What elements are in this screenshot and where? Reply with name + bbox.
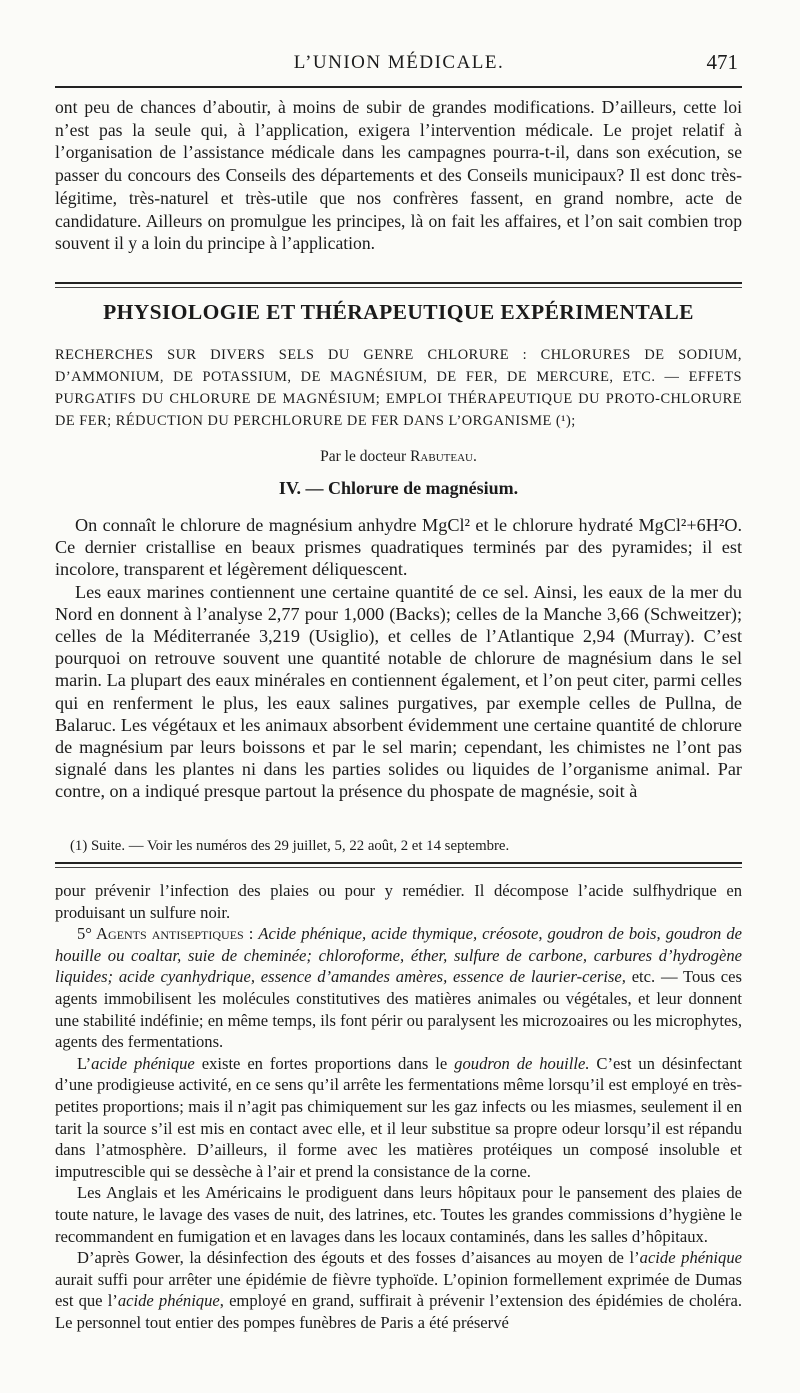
continued-paragraph xyxy=(55,96,742,255)
article-subtitle xyxy=(55,344,742,432)
text-run: L’ xyxy=(77,1053,92,1073)
part-title: IV. — Chlorure de magnésium. xyxy=(278,478,519,498)
text-run: aurait suffi pour arrêter une épidémie de fièvre typhoïde. L’opinion formellement exprimée de Dumas est que l’ xyxy=(55,1269,742,1311)
page-header xyxy=(56,48,742,82)
lower-paragraph-3 xyxy=(55,1053,742,1183)
page-number: 471 xyxy=(706,50,738,74)
byline xyxy=(55,448,742,466)
footnote: (1) Suite. — Voir les numéros des 29 juillet, 5, 22 août, 2 et 14 septembre. xyxy=(70,838,510,854)
lower-paragraph-5 xyxy=(55,1247,742,1333)
text-run: existe en fortes proportions dans le xyxy=(194,1053,455,1073)
subtitle-text: RECHERCHES SUR DIVERS SELS DU GENRE CHLORURE : CHLORURES DE SODIUM, D’AMMONIUM, DE POTASSIUM, DE MAGNÉSIUM, DE FER, DE MERCURE, ETC. — EFFETS PURGATIFS DU CHLORURE DE MAGNÉSIUM; EMPLOI THÉRAPEUTIQUE DU PROTO-CHLORURE DE FER; RÉDUCTION DU PERCHLORURE DE FER DANS L’ORGANISME (¹); xyxy=(55,347,742,429)
column-break-rule-top xyxy=(55,862,742,864)
byline-prefix: Par le docteur xyxy=(320,448,407,465)
italic-run: acide phénique xyxy=(91,1053,195,1073)
italic-run: goudron de houille. xyxy=(454,1053,590,1073)
section-title: PHYSIOLOGIE ET THÉRAPEUTIQUE EXPÉRIMENTALE xyxy=(103,300,694,324)
article-body xyxy=(55,514,742,803)
header-rule xyxy=(55,86,742,88)
lower-paragraph-2 xyxy=(55,923,742,1053)
lower-paragraph-1: pour prévenir l’infection des plaies ou pour y remédier. Il décompose l’acide sulfhydrique en produisant un sulfure noir. xyxy=(55,881,742,922)
paragraph-text: ont peu de chances d’aboutir, à moins de subir de grandes modifications. D’ailleurs, cette loi n’est pas la seule qui, à l’application, exigera l’intervention médicale. Le projet relatif à l’organisation de l’assistance médicale dans les campagnes pourra-t-il, dans son exécution, se passer du concours des Conseils des départements et des Conseils municipaux? Il est donc très-légitime, très-naturel et très-utile que nos confrères fassent, en grand nombre, acte de candidature. Ailleurs on promulgue les principes, là on fait les affaires, et l’on sait combien trop souvent il y a loin du principe à l’application. xyxy=(55,97,742,254)
column-break-rule-bottom xyxy=(55,867,742,868)
section-rule-bottom xyxy=(55,287,742,288)
text-run: , employé en grand, suffirait à prévenir l’extension des épidémies de choléra. Le personnel tout entier des pompes funèbres de Paris a été préservé xyxy=(55,1291,742,1332)
author-name: Rabuteau. xyxy=(410,448,477,465)
agents-heading: 5° Agents antiseptiques : xyxy=(77,924,254,944)
article-paragraph-2: Les eaux marines contiennent une certaine quantité de ce sel. Ainsi, les eaux de la mer du Nord en donnent à l’analyse 2,77 pour 1,000 (Backs); celles de la Manche 3,66 (Schweitzer); celles de la Méditerranée 3,219 (Usiglio), et celles de l’Atlantique 2,94 (Murray). C’est pourquoi on retrouve souvent une quantité notable de chlorure de magnésium dans le sel marin. La plupart des eaux minérales en contiennent également, et l’on peut citer, parmi celles qui en renferment le plus, les eaux salines purgatives, par exemple celles de Pullna, de Balaruc. Les végétaux et les animaux absorbent évidemment une certaine quantité de chlorure de magnésium par leurs boissons et par le sel marin; cependant, les chimistes ne l’ont pas signalé dans les plantes ni dans les parties solides ou liquides de l’organisme animal. Par contre, on a indiqué presque partout la présence du phospate de magnésie, soit à xyxy=(55,581,742,802)
text-run: D’après Gower, la désinfection des égouts et des fosses d’aisances au moyen de l’ xyxy=(77,1248,640,1268)
article-paragraph-1: On connaît le chlorure de magnésium anhydre MgCl² et le chlorure hydraté MgCl²+6H²O. Ce dernier cristallise en beaux prismes quadratiques terminés par des pyramides; il est incolore, transparent et légèrement déliquescent. xyxy=(55,515,742,580)
text-run: C’est un désinfectant d’une prodigieuse activité, en ce sens qu’il arrête les fermentations même lorsqu’il est employé en très-petites proportions; mais il n’agit pas chimiquement sur les gaz infects ou les miasmes, seulement il en tarit la source s’il est mis en contact avec elle, et il leur substitue sa propre odeur lorsqu’il est répandu dans l’atmosphère. D’ailleurs, il forme avec les matières protéiques un composé insoluble et imputrescible qui se dessèche à l’air et prend la consistance de la corne. xyxy=(55,1053,742,1181)
italic-run: acide phénique xyxy=(639,1248,742,1268)
section-rule-top xyxy=(55,282,742,284)
italic-run: acide phénique xyxy=(117,1291,220,1311)
agents-list: Acide phénique, acide thymique, créosote, goudron de bois, goudron de houille ou coaltar, suie de cheminée; chloroforme, éther, sulfure de carbone, carbures d’hydrogène liquides; acide cyanhydrique, essence d’amandes amères, essence de laurier-cerise, xyxy=(55,924,742,987)
running-title: L’UNION MÉDICALE. xyxy=(293,52,505,73)
lower-article-body xyxy=(55,880,742,1333)
agents-text: etc. — Tous ces agents immobilisent les molécules constitutives des matières animales ou végétales, et leur donnent une stabilité indéfinie; en même temps, ils font périr ou paralysent les microzoaires ou les microphytes, agents des fermentations. xyxy=(55,967,742,1052)
lower-paragraph-4: Les Anglais et les Américains le prodiguent dans leurs hôpitaux pour le pansement des plaies de toute nature, le lavage des vases de nuit, des latrines, etc. Toutes les grandes commissions d’hygiène le recommandent en fumigation et en lavages dans les locaux contaminés, dans les salles d’hôpitaux. xyxy=(55,1183,742,1246)
